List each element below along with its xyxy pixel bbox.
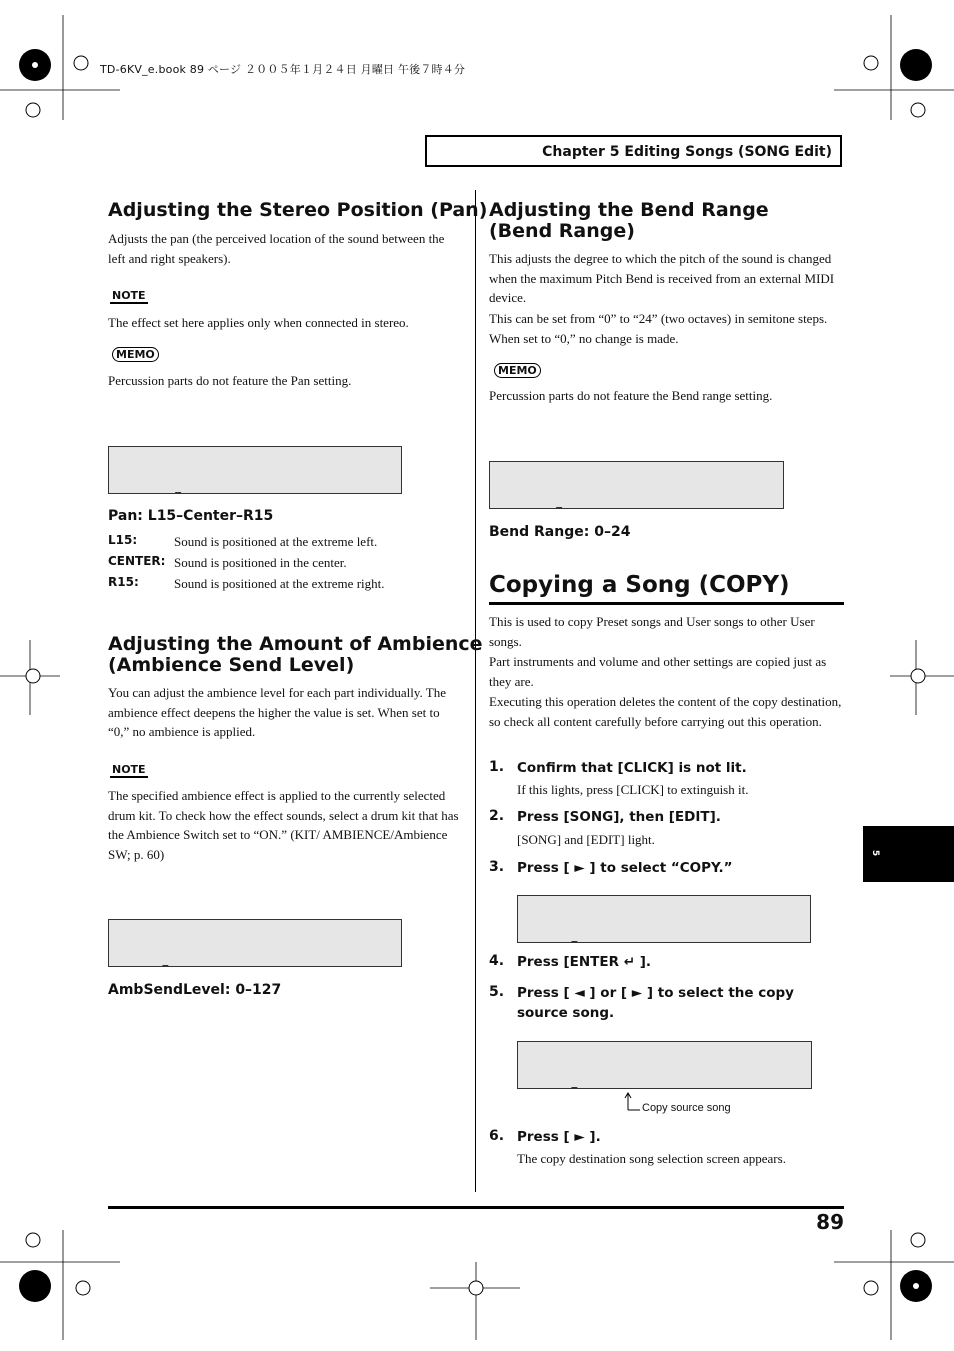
heading-rule [489,602,844,605]
step-6-number: 6. [489,1128,505,1144]
definition-row: R15: Sound is positioned at the extreme right. [108,575,385,591]
step-5-number: 5. [489,984,505,1000]
lcd-ambience [108,919,402,967]
step-3-text: Press [ ► ] to select “COPY.” [517,860,733,876]
memo-icon: MEMO [112,345,159,363]
ambience-description: You can adjust the ambience level for each part individually. The ambience effect deepens the higher the value is set. When set to “0,” no ambience is applied. [108,685,447,739]
pan-definitions [108,532,468,595]
bend-description-1: This adjusts the degree to which the pitch of the sound is changed when the maximum Pitch Bend is received from an external MIDI device. [489,251,835,305]
lcd-line-1 [112,493,401,494]
step-2-number: 2. [489,808,505,824]
copy-para-3: Executing this operation deletes the content of the copy destination, so check all content carefully before carrying out this operation. [489,694,842,729]
chapter-tab: 5 [863,826,954,882]
column-divider [475,190,476,1192]
bend-range: Bend Range: 0–24 [489,524,631,540]
step-4-text: Press [ENTER ↵ ]. [517,954,652,970]
lcd-copy-source [517,1041,812,1089]
bend-memo-text: Percussion parts do not feature the Bend range setting. [489,388,773,403]
lcd-bend [489,461,784,509]
step-1-text: Confirm that [CLICK] is not lit. [517,760,747,776]
pan-memo-text: Percussion parts do not feature the Pan setting. [108,373,352,388]
step-5-text: Press [ ◄ ] or [ ► ] to select the copy source song. [517,985,794,1021]
step-2-text: Press [SONG], then [EDIT]. [517,809,721,825]
chapter-header: Chapter 5 Editing Songs (SONG Edit) [425,135,842,167]
lcd-line-1 [521,942,810,943]
ambience-range: AmbSendLevel: 0–127 [108,982,282,998]
lcd-line-1 [112,966,401,967]
step-6-text: Press [ ► ]. [517,1129,601,1145]
callout-label: Copy source song [642,1102,731,1114]
copy-para-2: Part instruments and volume and other settings are copied just as they are. [489,654,827,689]
bend-heading: Adjusting the Bend Range (Bend Range) [489,199,769,242]
bend-description-2: This can be set from “0” to “24” (two octaves) in semitone steps. When set to “0,” no change is made. [489,311,828,346]
lcd-line-1 [521,1088,811,1089]
copy-heading: Copying a Song (COPY) [489,572,790,598]
step-3-number: 3. [489,859,505,875]
ambience-note-text: The specified ambience effect is applied to the currently selected drum kit. To check how the effect sounds, select a drum kit that has the Ambience Switch set to “ON.” (KIT/ AMBIENCE/Ambience SW; p. 60) [108,788,459,862]
footer-rule [108,1206,844,1209]
step-1-sub: If this lights, press [CLICK] to extinguish it. [517,782,749,797]
pan-heading: Adjusting the Stereo Position (Pan) [108,199,488,221]
pan-range: Pan: L15–Center–R15 [108,508,274,524]
lcd-pan [108,446,402,494]
pan-note-text: The effect set here applies only when connected in stereo. [108,315,409,330]
memo-icon: MEMO [494,361,541,379]
print-info: TD-6KV_e.book 89 ページ ２００５年１月２４日 月曜日 午後７時４分 [100,63,466,76]
step-2-sub: [SONG] and [EDIT] light. [517,832,655,847]
note-icon: NOTE [112,763,146,776]
page-number: 89 [816,1210,844,1234]
step-6-sub: The copy destination song selection screen appears. [517,1151,786,1166]
note-icon: NOTE [112,289,146,302]
definition-row: CENTER: Sound is positioned in the center. [108,554,347,570]
lcd-line-1 [493,508,783,509]
definition-row: L15: Sound is positioned at the extreme left. [108,533,378,549]
step-1-number: 1. [489,759,505,775]
copy-para-1: This is used to copy Preset songs and User songs to other User songs. [489,614,815,649]
callout-arrow-icon [622,1091,644,1111]
lcd-song-edit [517,895,811,943]
ambience-heading: Adjusting the Amount of Ambience (Ambience Send Level) [108,633,483,676]
step-4-number: 4. [489,953,505,969]
pan-description: Adjusts the pan (the perceived location of the sound between the left and right speakers). [108,231,445,266]
